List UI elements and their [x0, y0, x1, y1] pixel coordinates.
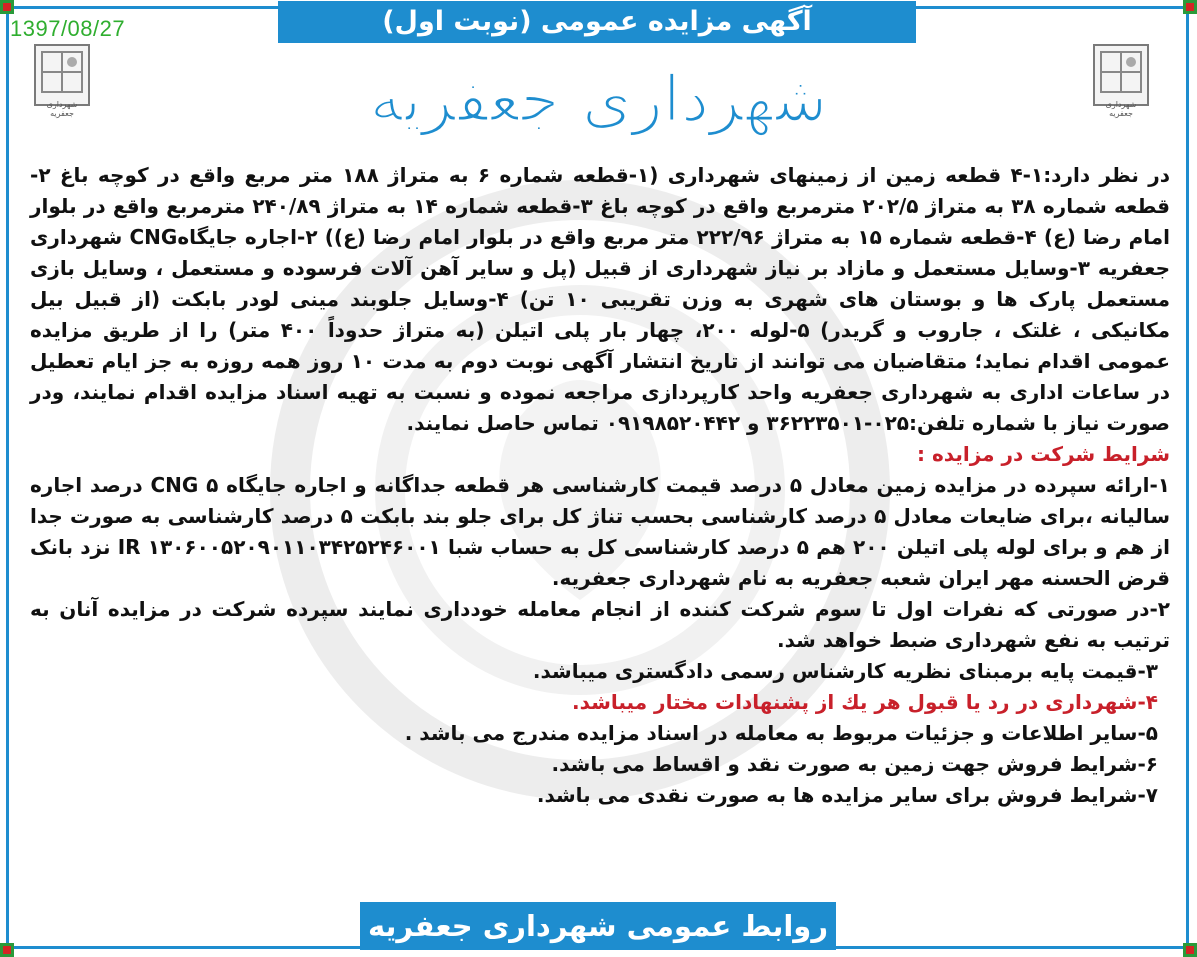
bottom-banner: روابط عمومی شهرداری جعفریه: [360, 902, 836, 950]
intro-paragraph: در نظر دارد:۱-۴ قطعه زمین از زمینهای شهرداری (۱-قطعه شماره ۶ به متراژ ۱۸۸ متر مربع واقع در کوچه باغ ۲-قطعه شماره ۳۸ به متراژ ۲۰۲/۵ مترمربع واقع در کوچه باغ ۳-قطعه شماره ۱۴ به متراژ ۲۴۰/۸۹ مترمربع واقع در بلوار امام رضا (ع) ۴-قطعه شماره ۱۵ به متراژ ۲۲۲/۹۶ متر مربع واقع در بلوار امام رضا (ع)) ۲-اجاره جایگاهCNG شهرداری جعفریه ۳-وسایل مستعمل و مازاد بر نیاز شهرداری از قبیل (پل و سایر آهن آلات فرسوده و مستعمل ، وسایل بازی مستعمل پارک ها و بوستان های شهری به وزن تقریبی ۱۰ تن) ۴-وسایل جلوبند مینی لودر بابکت (از قبیل بیل مکانیکی ، غلتک ، جاروب و گریدر) ۵-لوله ۲۰۰، چهار بار پلی اتیلن (به متراژ حدوداً ۴۰۰ متر) را از طریق مزایده عمومی اقدام نماید؛ متقاضیان می توانند از تاریخ انتشار آگهی نوبت دوم به مدت ۱۰ روز همه روزه به جز ایام تعطیل در ساعات اداری به شهرداری جعفریه واحد کارپردازی مراجعه نموده و نسبت به تهیه اسناد مزایده اقدام نمایند، ودر صورت نیاز با شماره تلفن:۰۲۵-۳۶۲۲۳۵۰۱ و ۰۹۱۹۸۵۲۰۴۴۲ تماس حاصل نمایند.: [30, 163, 1171, 435]
conditions-title: شرایط شرکت در مزایده :: [917, 442, 1170, 466]
corner-ornament-br: [1183, 943, 1197, 957]
logo-caption: شهرداری جعفریه: [46, 100, 78, 118]
top-banner: آگهی مزایده عمومی (نوبت اول): [278, 1, 916, 43]
condition-item: ۶-شرایط فروش جهت زمین به صورت نقد و اقساط می باشد.: [551, 752, 1158, 776]
condition-item: ۵-سایر اطلاعات و جزئیات مربوط به معامله در اسناد مزایده مندرج می باشد .: [404, 721, 1158, 745]
corner-ornament-bl: [0, 943, 14, 957]
corner-ornament-tr: [1183, 0, 1197, 14]
condition-item: ۲-در صورتی که نفرات اول تا سوم شرکت کننده از انجام معامله خودداری نمایند سپرده شرکت در مزایده آنان به ترتیب به نفع شهرداری ضبط خواهد شد.: [30, 597, 1170, 652]
condition-item: ۱-ارائه سپرده در مزایده زمین معادل ۵ درصد قیمت کارشناسی هر قطعه جداگانه و اجاره جایگاه CNG ۵ درصد اجاره سالیانه ،برای ضایعات معادل ۵ درصد کارشناسی بحسب تناژ کل برای جلو بند بابکت ۵ درصد کارشناسی به صورت جدا از هم و برای لوله پلی اتیلن ۲۰۰ هم ۵ درصد کارشناسی کل به حساب شبا IR ۱۳۰۶۰۰۵۲۰۹۰۱۱۰۳۴۲۵۲۴۶۰۰۱ نزد بانک قرض الحسنه مهر ایران شعبه جعفریه به نام شهرداری جعفریه.: [30, 473, 1171, 590]
page-title: شهرداری جعفریه: [369, 62, 828, 137]
publish-date: 1397/08/27: [10, 16, 126, 41]
ad-body: [30, 160, 1170, 811]
condition-item: ۳-قیمت پایه برمبنای نظریه کارشناس رسمی دادگستری میباشد.: [532, 659, 1158, 683]
logo-caption: شهرداری جعفریه: [1105, 100, 1137, 118]
corner-ornament-tl: [0, 0, 14, 14]
condition-item-highlight: ۴-شهرداری در رد یا قبول هر یك از پشنهادات مختار میباشد.: [572, 690, 1158, 714]
condition-item: ۷-شرایط فروش برای سایر مزایده ها به صورت نقدی می باشد.: [536, 783, 1158, 807]
